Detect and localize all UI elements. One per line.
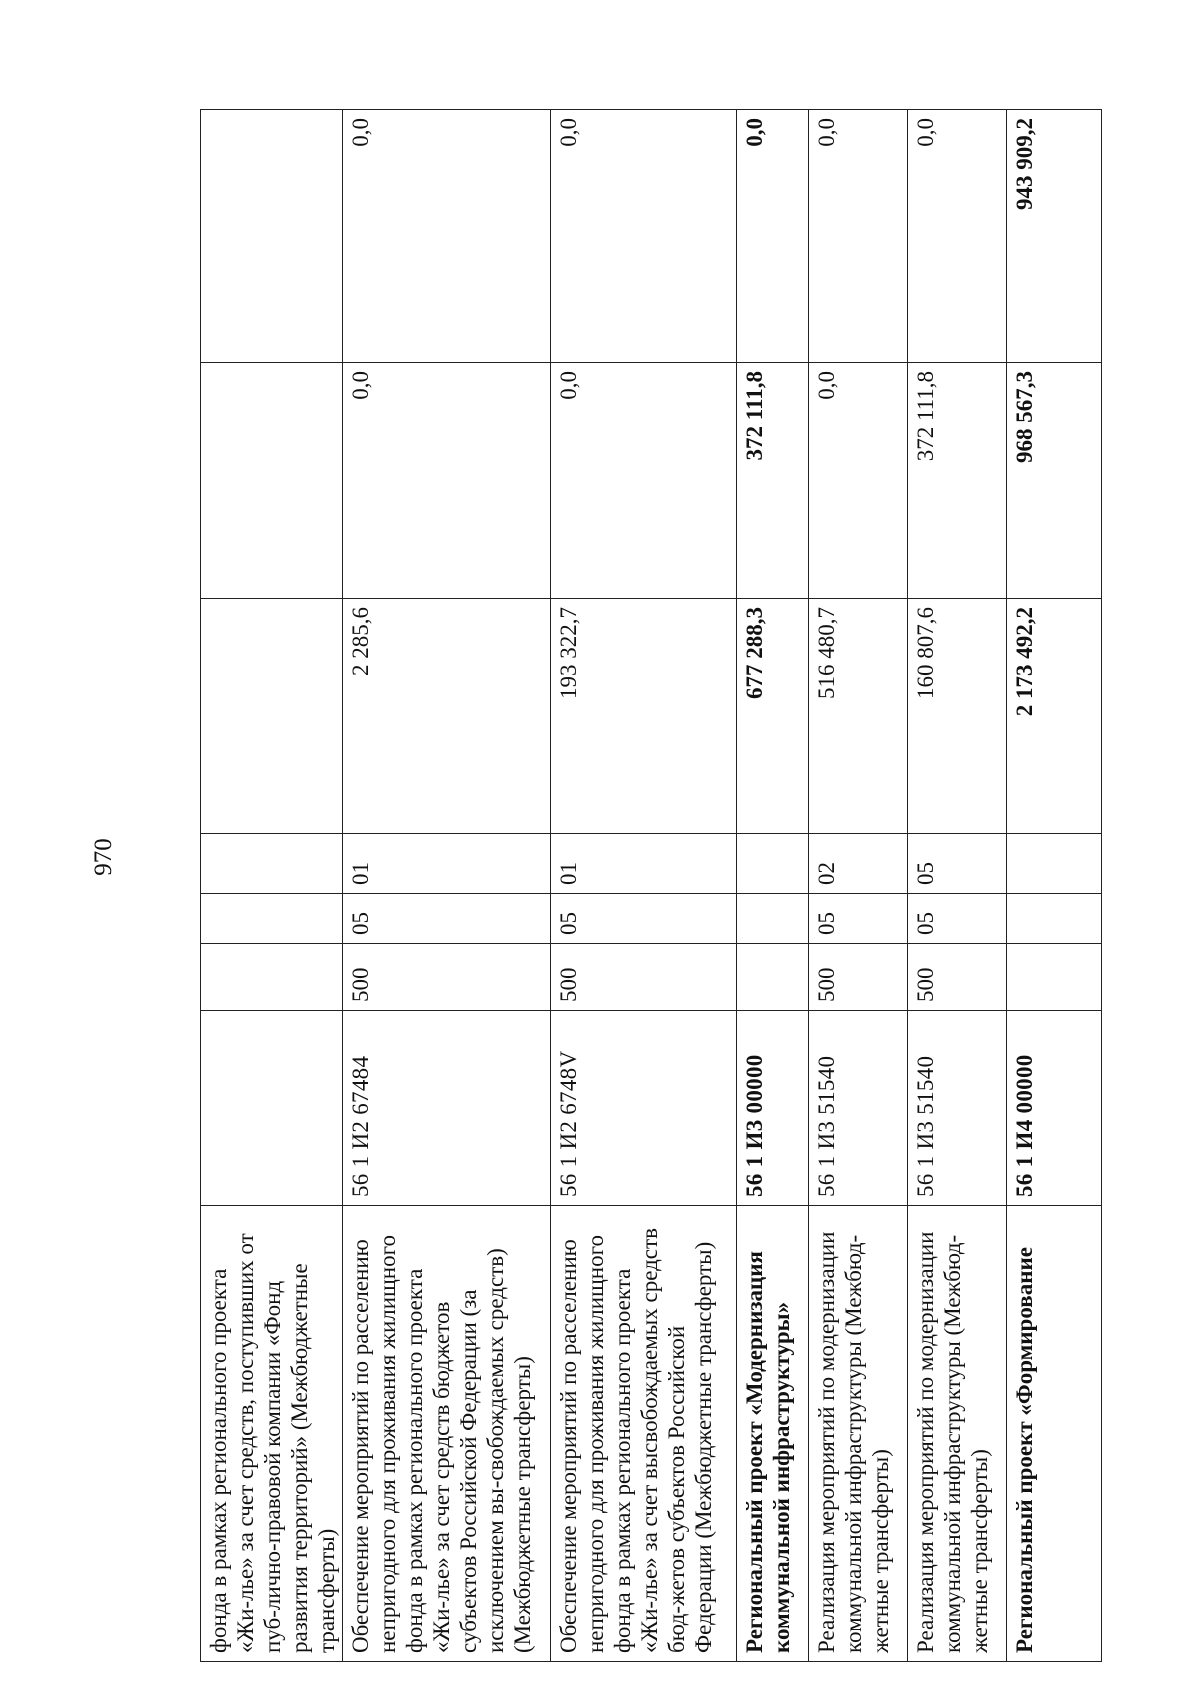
section-code-cell: 05 — [908, 894, 1007, 944]
expense-type-cell — [737, 944, 809, 1011]
amount-year-3-cell — [201, 110, 343, 363]
amount-year-2-cell: 372 111,8 — [737, 363, 809, 599]
expense-type-cell: 500 — [551, 944, 737, 1011]
amount-year-2-cell: 0,0 — [551, 363, 737, 599]
amount-year-1-cell: 2 173 492,2 — [1007, 599, 1102, 834]
table-body — [201, 110, 1102, 1662]
amount-year-2-cell: 0,0 — [809, 363, 908, 599]
table-row — [809, 110, 908, 1662]
expense-name-cell: Обеспечение мероприятий по расселению непригодного для проживания жилищного фонда в рамках регионального проекта «Жи-лье» за счет высвобождаемых средств бюд-жетов субъектов Российской Федерации (Межбюджетные трансферты) — [551, 1206, 737, 1662]
table-row — [1007, 110, 1102, 1662]
table-row — [201, 110, 343, 1662]
target-article-code-cell: 56 1 И2 67484 — [343, 1011, 551, 1206]
subsection-code-cell: 02 — [809, 834, 908, 894]
subsection-code-cell — [201, 834, 343, 894]
amount-year-2-cell: 968 567,3 — [1007, 363, 1102, 599]
target-article-code-cell: 56 1 И4 00000 — [1007, 1011, 1102, 1206]
expense-type-cell: 500 — [343, 944, 551, 1011]
amount-year-3-cell: 0,0 — [551, 110, 737, 363]
target-article-code-cell: 56 1 И3 51540 — [908, 1011, 1007, 1206]
section-code-cell — [1007, 894, 1102, 944]
section-code-cell — [201, 894, 343, 944]
expense-name-cell: Реализация мероприятий по модернизации коммунальной инфраструктуры (Межбюд-жетные трансферты) — [908, 1206, 1007, 1662]
amount-year-1-cell: 516 480,7 — [809, 599, 908, 834]
amount-year-1-cell: 160 807,6 — [908, 599, 1007, 834]
target-article-code-cell — [201, 1011, 343, 1206]
subsection-code-cell — [737, 834, 809, 894]
expense-name-cell: Региональный проект «Модернизация коммунальной инфраструктуры» — [737, 1206, 809, 1662]
section-code-cell: 05 — [809, 894, 908, 944]
expense-name-cell: фонда в рамках регионального проекта «Жи-лье» за счет средств, поступивших от пуб-лично-правовой компании «Фонд развития территорий» (Межбюджетные трансферты) — [201, 1206, 343, 1662]
table-row — [343, 110, 551, 1662]
amount-year-1-cell: 193 322,7 — [551, 599, 737, 834]
target-article-code-cell: 56 1 И2 6748V — [551, 1011, 737, 1206]
section-code-cell — [737, 894, 809, 944]
expense-type-cell: 500 — [908, 944, 1007, 1011]
table-row — [908, 110, 1007, 1662]
amount-year-3-cell: 0,0 — [809, 110, 908, 363]
expense-type-cell — [201, 944, 343, 1011]
subsection-code-cell: 01 — [551, 834, 737, 894]
amount-year-2-cell — [201, 363, 343, 599]
section-code-cell: 05 — [551, 894, 737, 944]
expense-name-cell: Обеспечение мероприятий по расселению непригодного для проживания жилищного фонда в рамках регионального проекта «Жи-лье» за счет средств бюджетов субъектов Российской Федерации (за исключением вы-свобождаемых средств) (Межбюджетные трансферты) — [343, 1206, 551, 1662]
table-row — [737, 110, 809, 1662]
budget-table — [200, 109, 1102, 1662]
expense-type-cell: 500 — [809, 944, 908, 1011]
section-code-cell: 05 — [343, 894, 551, 944]
subsection-code-cell: 05 — [908, 834, 1007, 894]
expense-name-cell: Региональный проект «Формирование — [1007, 1206, 1102, 1662]
expense-type-cell — [1007, 944, 1102, 1011]
target-article-code-cell: 56 1 И3 00000 — [737, 1011, 809, 1206]
expense-name-cell: Реализация мероприятий по модернизации коммунальной инфраструктуры (Межбюд-жетные трансферты) — [809, 1206, 908, 1662]
target-article-code-cell: 56 1 И3 51540 — [809, 1011, 908, 1206]
amount-year-3-cell: 0,0 — [908, 110, 1007, 363]
amount-year-1-cell — [201, 599, 343, 834]
amount-year-2-cell: 372 111,8 — [908, 363, 1007, 599]
amount-year-1-cell: 2 285,6 — [343, 599, 551, 834]
amount-year-3-cell: 0,0 — [343, 110, 551, 363]
page-number: 970 — [90, 838, 117, 876]
table-row — [551, 110, 737, 1662]
rotated-page-content — [200, 110, 1084, 1662]
amount-year-1-cell: 677 288,3 — [737, 599, 809, 834]
subsection-code-cell — [1007, 834, 1102, 894]
amount-year-3-cell: 943 909,2 — [1007, 110, 1102, 363]
amount-year-2-cell: 0,0 — [343, 363, 551, 599]
subsection-code-cell: 01 — [343, 834, 551, 894]
amount-year-3-cell: 0,0 — [737, 110, 809, 363]
